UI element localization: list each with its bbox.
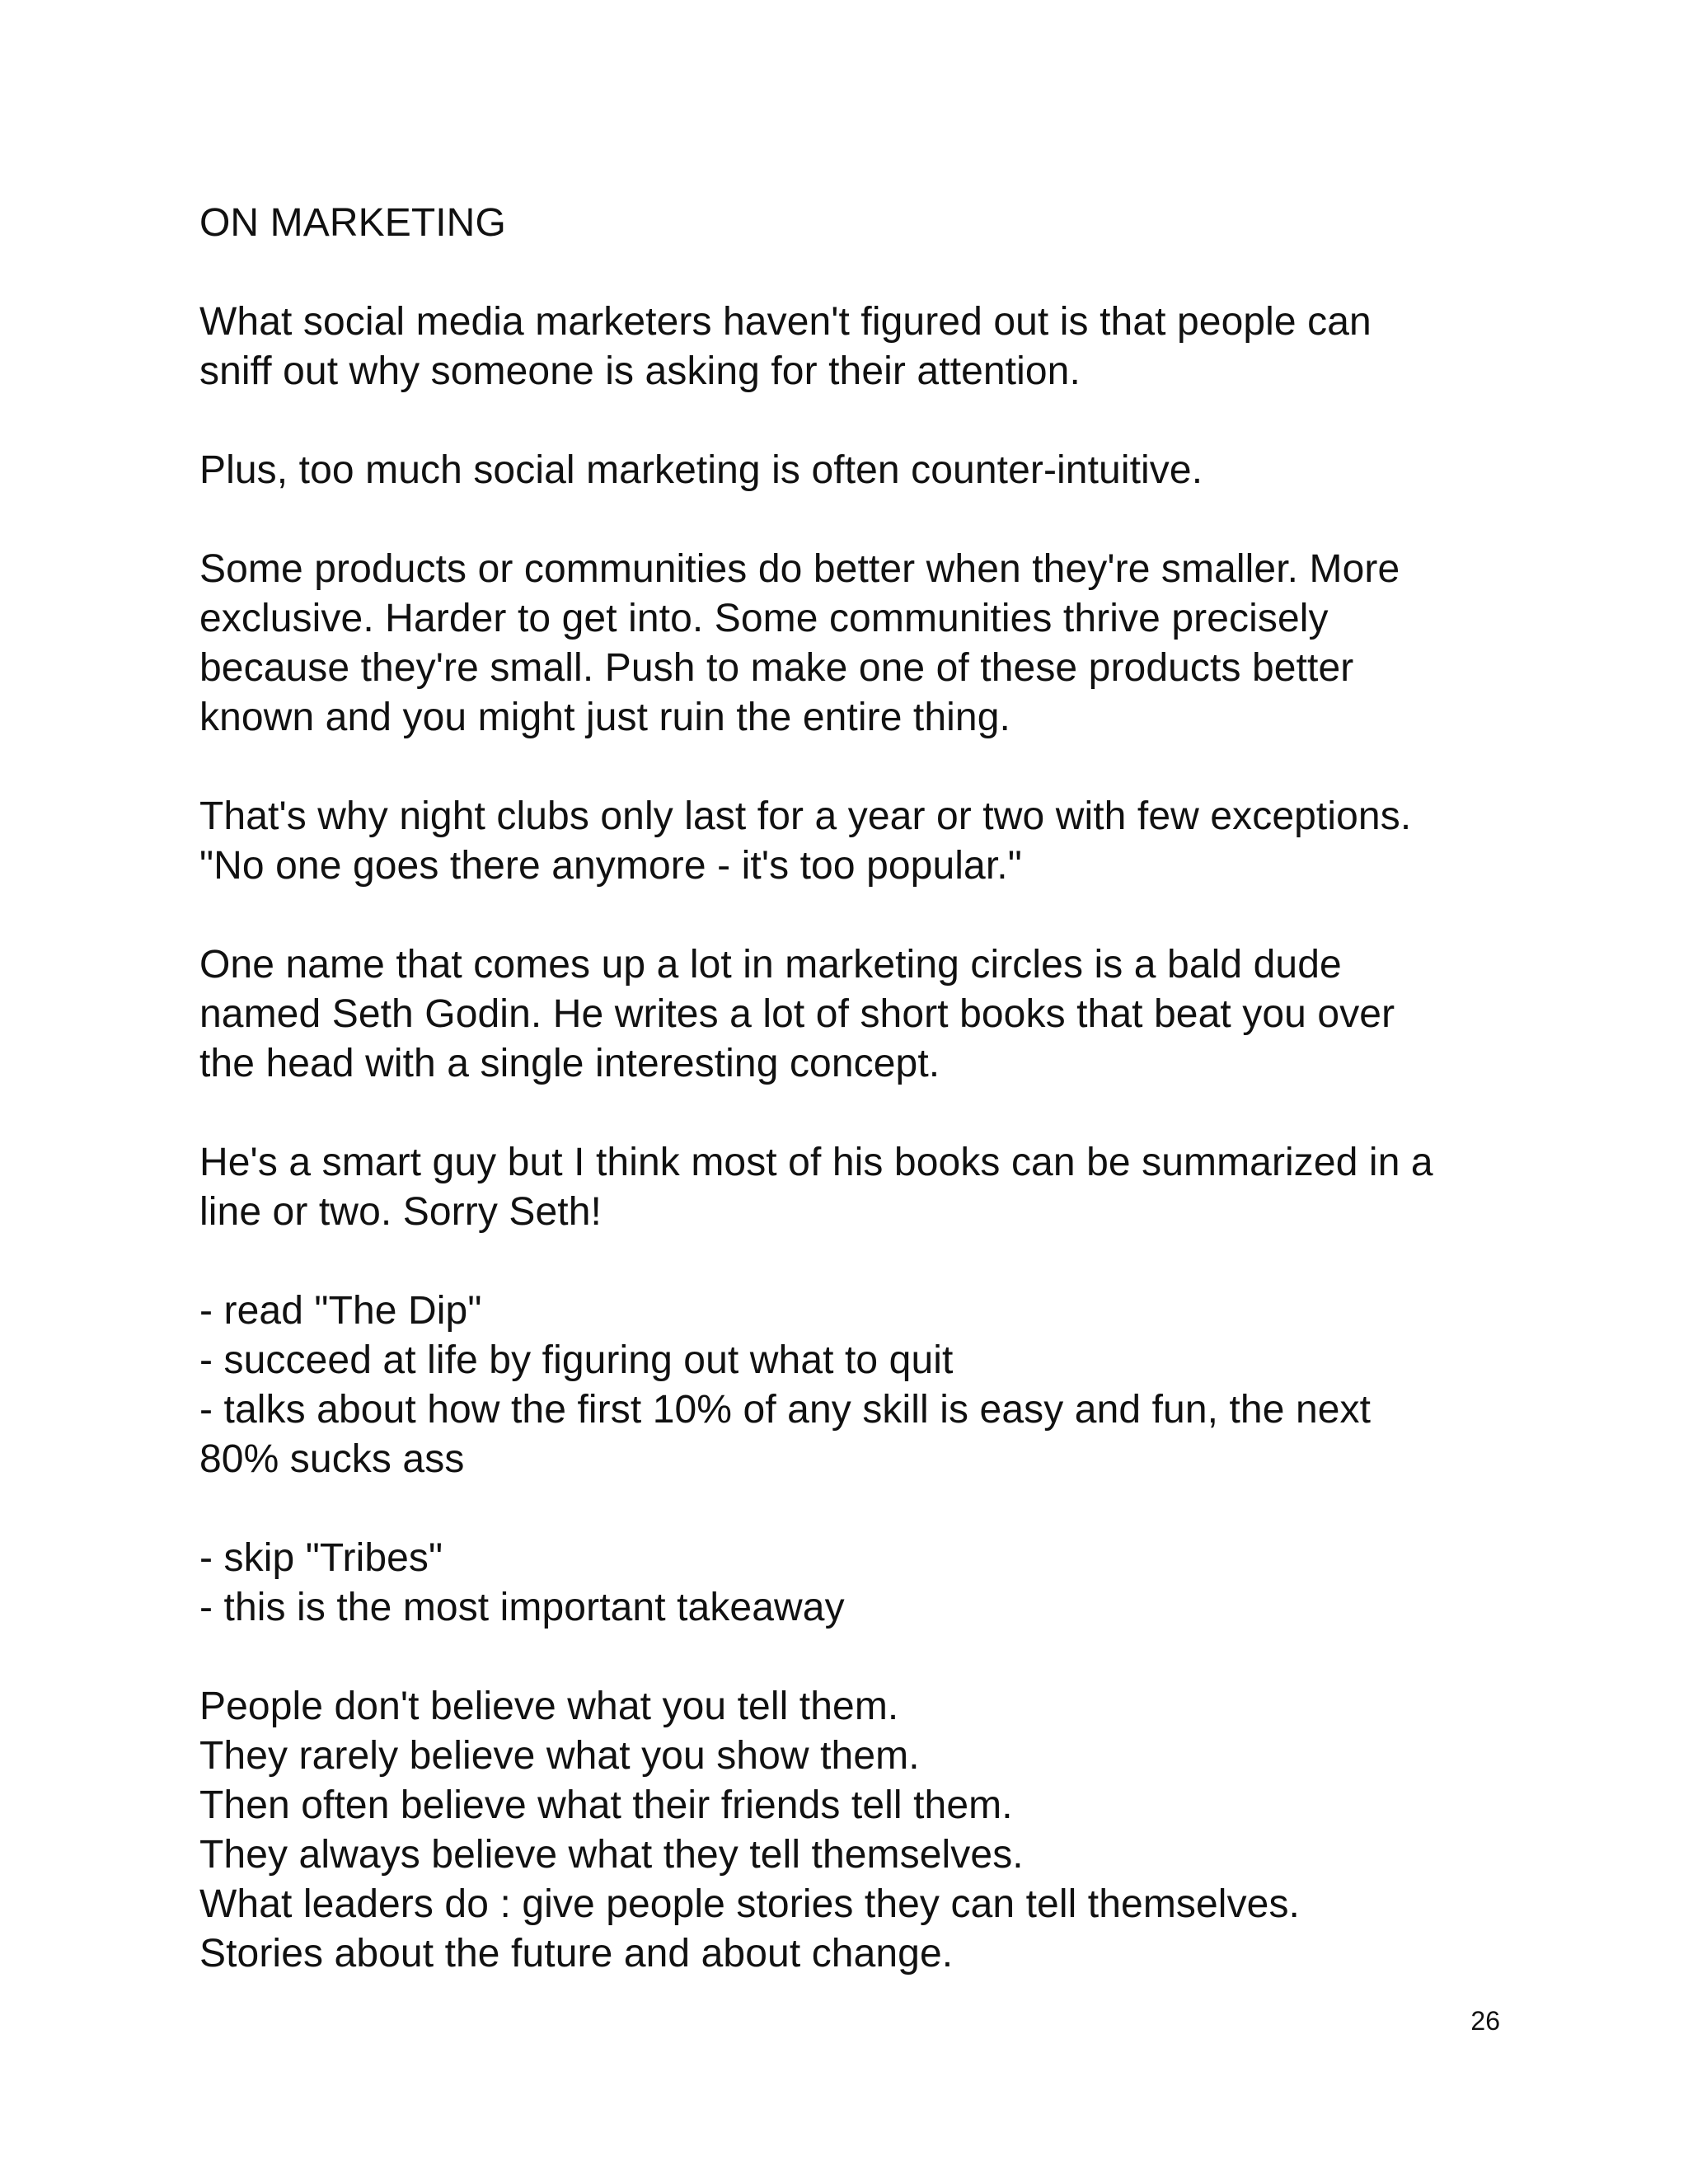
paragraph [199,940,1502,1089]
paragraph [199,446,1502,495]
text-line: exclusive. Harder to get into. Some communities thrive precisely [199,597,1329,640]
text-line: the head with a single interesting concept. [199,1042,940,1085]
text-line: He's a smart guy but I think most of his books can be summarized in a [199,1141,1433,1184]
list-item-continuation: 80% sucks ass [199,1437,465,1481]
paragraph [199,1682,1502,1979]
paragraph [199,792,1502,891]
paragraph [199,298,1502,396]
section-heading: ON MARKETING [199,201,506,245]
paragraph [199,1138,1502,1237]
text-line: Stories about the future and about change. [199,1932,954,1975]
paragraph-gap [199,248,1502,298]
text-line: sniff out why someone is asking for their attention. [199,349,1081,393]
text-line: What social media marketers haven't figured out is that people can [199,300,1372,344]
page-content [199,199,1502,1979]
paragraph-gap [199,396,1502,446]
text-line: Then often believe what their friends tell them. [199,1783,1013,1827]
text-line: Plus, too much social marketing is often counter-intuitive. [199,448,1203,492]
text-line: What leaders do : give people stories they can tell themselves. [199,1882,1300,1926]
paragraph-gap [199,1237,1502,1286]
text-line: line or two. Sorry Seth! [199,1190,602,1234]
list-item: - succeed at life by figuring out what to quit [199,1338,954,1382]
text-line: People don't believe what you tell them. [199,1685,899,1728]
text-line: named Seth Godin. He writes a lot of short books that beat you over [199,992,1395,1036]
paragraph-gap [199,1089,1502,1138]
text-line: Some products or communities do better when they're smaller. More [199,547,1400,591]
text-line: because they're small. Push to make one of these products better [199,646,1354,690]
text-line: That's why night clubs only last for a year or two with few exceptions. [199,794,1412,838]
bullet-list [199,1534,1502,1633]
paragraph-gap [199,495,1502,545]
text-line: They always believe what they tell themselves. [199,1833,1024,1877]
paragraph-gap [199,743,1502,792]
list-item: - read "The Dip" [199,1289,482,1333]
text-line: One name that comes up a lot in marketing circles is a bald dude [199,943,1342,987]
paragraph [199,545,1502,743]
text-line: known and you might just ruin the entire thing. [199,696,1010,739]
text-line: They rarely believe what you show them. [199,1734,920,1778]
list-item: - talks about how the first 10% of any skill is easy and fun, the next [199,1388,1372,1432]
list-item: - skip "Tribes" [199,1536,443,1580]
bullet-list [199,1286,1502,1484]
text-line: "No one goes there anymore - it's too popular." [199,844,1022,888]
paragraph-gap [199,1484,1502,1534]
list-item: - this is the most important takeaway [199,1586,845,1629]
paragraph-gap [199,1633,1502,1682]
paragraph-gap [199,891,1502,940]
page-number: 26 [1470,2006,1500,2036]
